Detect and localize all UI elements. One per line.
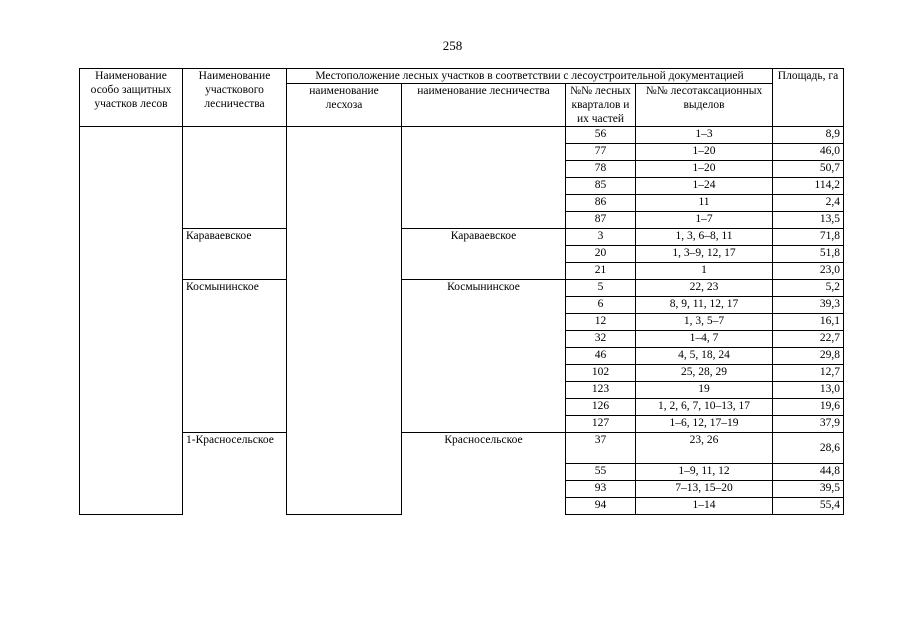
district-forestry-cell: Космынинское [183, 280, 287, 433]
allotment-cell: 11 [636, 195, 773, 212]
quarter-cell: 77 [566, 144, 636, 161]
quarter-cell: 20 [566, 246, 636, 263]
quarter-cell: 102 [566, 365, 636, 382]
header-district-forestry: Наименование участкового лесничества [183, 69, 287, 127]
quarter-cell: 56 [566, 127, 636, 144]
area-cell: 2,4 [773, 195, 844, 212]
area-cell: 13,5 [773, 212, 844, 229]
allotment-cell: 1, 2, 6, 7, 10–13, 17 [636, 399, 773, 416]
quarter-cell: 12 [566, 314, 636, 331]
allotment-cell: 25, 28, 29 [636, 365, 773, 382]
header-quarters: №№ лесных кварталов и их частей [566, 84, 636, 127]
forestry-name-cell [402, 127, 566, 229]
area-cell: 28,6 [773, 433, 844, 464]
quarter-cell: 87 [566, 212, 636, 229]
quarter-cell: 6 [566, 297, 636, 314]
quarter-cell: 3 [566, 229, 636, 246]
allotment-cell: 1–20 [636, 161, 773, 178]
area-cell: 39,3 [773, 297, 844, 314]
area-cell: 55,4 [773, 498, 844, 515]
allotment-cell: 1–24 [636, 178, 773, 195]
quarter-cell: 126 [566, 399, 636, 416]
area-cell: 37,9 [773, 416, 844, 433]
forestry-name-cell: Красносельское [402, 433, 566, 515]
forest-areas-table [79, 68, 844, 515]
forestry-name-cell: Космынинское [402, 280, 566, 433]
quarter-cell: 5 [566, 280, 636, 297]
area-cell: 39,5 [773, 481, 844, 498]
area-cell: 50,7 [773, 161, 844, 178]
quarter-cell: 127 [566, 416, 636, 433]
allotment-cell: 1–3 [636, 127, 773, 144]
area-cell: 12,7 [773, 365, 844, 382]
allotment-cell: 23, 26 [636, 433, 773, 464]
leshoz-cell [287, 127, 402, 515]
allotment-cell: 1, 3–9, 12, 17 [636, 246, 773, 263]
area-cell: 8,9 [773, 127, 844, 144]
protected-area-cell [80, 127, 183, 515]
forestry-name-cell: Караваевское [402, 229, 566, 280]
header-allotments: №№ лесотаксационных выделов [636, 84, 773, 127]
header-location-group: Местоположение лесных участков в соответствии с лесоустроительной документацией [287, 69, 773, 84]
quarter-cell: 32 [566, 331, 636, 348]
allotment-cell: 1–4, 7 [636, 331, 773, 348]
allotment-cell: 4, 5, 18, 24 [636, 348, 773, 365]
area-cell: 114,2 [773, 178, 844, 195]
area-cell: 46,0 [773, 144, 844, 161]
allotment-cell: 1 [636, 263, 773, 280]
quarter-cell: 93 [566, 481, 636, 498]
header-forestry-name: наименование лесничества [402, 84, 566, 127]
table-row [80, 127, 844, 144]
district-forestry-cell [183, 127, 287, 229]
allotment-cell: 1–9, 11, 12 [636, 464, 773, 481]
area-cell: 16,1 [773, 314, 844, 331]
header-area: Площадь, га [773, 69, 844, 127]
district-forestry-cell: Караваевское [183, 229, 287, 280]
allotment-cell: 8, 9, 11, 12, 17 [636, 297, 773, 314]
quarter-cell: 37 [566, 433, 636, 464]
header-protected-areas: Наименование особо защитных участков лесов [80, 69, 183, 127]
quarter-cell: 94 [566, 498, 636, 515]
allotment-cell: 1–6, 12, 17–19 [636, 416, 773, 433]
allotment-cell: 22, 23 [636, 280, 773, 297]
district-forestry-cell: 1-Красносельское [183, 433, 287, 515]
quarter-cell: 78 [566, 161, 636, 178]
header-leshoz: наименование лесхоза [287, 84, 402, 127]
area-cell: 71,8 [773, 229, 844, 246]
area-cell: 44,8 [773, 464, 844, 481]
allotment-cell: 1–20 [636, 144, 773, 161]
quarter-cell: 46 [566, 348, 636, 365]
quarter-cell: 123 [566, 382, 636, 399]
area-cell: 13,0 [773, 382, 844, 399]
area-cell: 51,8 [773, 246, 844, 263]
quarter-cell: 55 [566, 464, 636, 481]
table-row [80, 280, 844, 297]
allotment-cell: 1–14 [636, 498, 773, 515]
allotment-cell: 1–7 [636, 212, 773, 229]
allotment-cell: 7–13, 15–20 [636, 481, 773, 498]
area-cell: 23,0 [773, 263, 844, 280]
area-cell: 29,8 [773, 348, 844, 365]
quarter-cell: 85 [566, 178, 636, 195]
table-body [80, 127, 844, 515]
allotment-cell: 1, 3, 5–7 [636, 314, 773, 331]
area-cell: 22,7 [773, 331, 844, 348]
page-number: 258 [442, 38, 463, 53]
area-cell: 5,2 [773, 280, 844, 297]
table-row [80, 433, 844, 464]
quarter-cell: 21 [566, 263, 636, 280]
quarter-cell: 86 [566, 195, 636, 212]
allotment-cell: 19 [636, 382, 773, 399]
allotment-cell: 1, 3, 6–8, 11 [636, 229, 773, 246]
table-row [80, 229, 844, 246]
area-cell: 19,6 [773, 399, 844, 416]
